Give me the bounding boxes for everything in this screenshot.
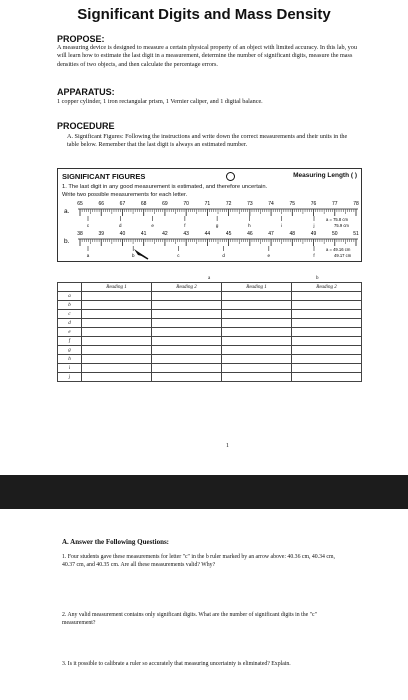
- ruler-a-note-2: 75.9 cm: [334, 223, 349, 228]
- reading-cell[interactable]: [292, 310, 362, 319]
- ruler-b-note-1: a = 49.16 cm: [326, 247, 351, 252]
- reading-cell[interactable]: [152, 292, 222, 301]
- ruler-a-letter-label: j: [313, 223, 315, 228]
- instruction-line-2: Write two possible measurements for each letter.: [62, 192, 188, 198]
- header-b-reading-2: Reading 2: [292, 283, 362, 292]
- ruler-b-letter-label: b: [131, 253, 135, 258]
- reading-cell[interactable]: [152, 319, 222, 328]
- table-row: [58, 364, 362, 373]
- reading-cell[interactable]: [222, 355, 292, 364]
- table-row: [58, 373, 362, 382]
- table-row: [58, 337, 362, 346]
- ruler-b-letter-label: f: [313, 253, 315, 258]
- procedure-heading: PROCEDURE: [57, 121, 115, 131]
- reading-cell[interactable]: [222, 373, 292, 382]
- reading-cell[interactable]: [82, 310, 152, 319]
- table-header-row: [58, 283, 362, 292]
- header-a-reading-1: Reading 1: [82, 283, 152, 292]
- row-label: f: [58, 337, 82, 346]
- reading-cell[interactable]: [152, 337, 222, 346]
- reading-cell[interactable]: [292, 373, 362, 382]
- reading-cell[interactable]: [152, 301, 222, 310]
- ruler-b-tick-label: 50: [331, 231, 338, 237]
- reading-cell[interactable]: [292, 337, 362, 346]
- row-label: b: [58, 301, 82, 310]
- table-row: [58, 328, 362, 337]
- apparatus-heading: APPARATUS:: [57, 87, 115, 97]
- ruler-b-tick-label: 41: [140, 231, 147, 237]
- ruler-a-tick-label: 73: [247, 201, 253, 207]
- header-a-reading-2: Reading 2: [152, 283, 222, 292]
- ruler-a-letter-label: c: [86, 223, 90, 228]
- reading-cell[interactable]: [222, 337, 292, 346]
- ruler-b-tick-label: 43: [183, 231, 189, 237]
- row-label: j: [58, 373, 82, 382]
- reading-cell[interactable]: [152, 328, 222, 337]
- ruler-a-tick-label: 75: [289, 201, 296, 207]
- ruler-b-tick-label: 46: [247, 231, 253, 237]
- ruler-a-tick-label: 65: [77, 201, 83, 207]
- ruler-a-tick-label: 66: [98, 201, 105, 207]
- reading-cell[interactable]: [152, 355, 222, 364]
- row-label: a: [58, 292, 82, 301]
- reading-cell[interactable]: [82, 346, 152, 355]
- ruler-a-tick-label: 68: [140, 201, 147, 207]
- measurements-table: [57, 282, 362, 382]
- ruler-b-letter-label: c: [177, 253, 180, 258]
- ruler-a-letter-label: h: [248, 223, 251, 228]
- instruction-line-1: 1. The last digit in any good measurement is estimated, and therefore uncertain.: [62, 184, 268, 190]
- ruler-a-letter-label: g: [215, 223, 219, 228]
- reading-cell[interactable]: [222, 346, 292, 355]
- ruler-a-tick-label: 76: [310, 201, 317, 207]
- ruler-b-label: b.: [64, 238, 70, 245]
- reading-cell[interactable]: [292, 292, 362, 301]
- reading-cell[interactable]: [292, 346, 362, 355]
- reading-cell[interactable]: [222, 301, 292, 310]
- ruler-b-tick-label: 39: [98, 231, 105, 237]
- ruler-a-tick-label: 71: [204, 201, 211, 207]
- row-label: g: [58, 346, 82, 355]
- rulers-figure: [58, 199, 363, 261]
- reading-cell[interactable]: [292, 355, 362, 364]
- row-label: c: [58, 310, 82, 319]
- reading-cell[interactable]: [152, 373, 222, 382]
- arrow-shaft: [138, 253, 148, 259]
- circle-icon: [226, 172, 235, 181]
- page-title: Significant Digits and Mass Density: [77, 6, 331, 23]
- reading-cell[interactable]: [152, 364, 222, 373]
- ruler-a-letter-label: e: [151, 223, 154, 228]
- reading-cell[interactable]: [82, 337, 152, 346]
- reading-cell[interactable]: [292, 328, 362, 337]
- reading-cell[interactable]: [222, 328, 292, 337]
- propose-text: A measuring device is designed to measure a certain physical property of an object with limited accuracy. In this lab, you will learn how to estimate the last digit in a measurement, determine the number of significant digits, measure the mass densities of two objects, and then calculate the percentage errors.: [57, 44, 357, 68]
- reading-cell[interactable]: [82, 301, 152, 310]
- reading-cell[interactable]: [222, 310, 292, 319]
- procedure-item-a: A. Significant Figures: Following the instructions and write down the correct measurements and their units in the table below. Remember that the last digit is always an estimated number.: [67, 133, 348, 149]
- significant-figures-box: [57, 168, 362, 262]
- measuring-length-label: Measuring Length ( ): [293, 172, 357, 179]
- question-3: 3. Is it possible to calibrate a ruler so accurately that measuring uncertainty is eliminated? Explain.: [62, 661, 291, 667]
- reading-cell[interactable]: [82, 364, 152, 373]
- reading-cell[interactable]: [82, 328, 152, 337]
- ruler-a-tick-label: 77: [331, 201, 338, 207]
- ruler-b-tick-label: 44: [204, 231, 211, 237]
- apparatus-text: 1 copper cylinder, 1 iron rectangular prism, 1 Vernier caliper, and 1 digital balance.: [57, 98, 263, 105]
- reading-cell[interactable]: [152, 346, 222, 355]
- ruler-b-letter-label: e: [267, 253, 271, 258]
- row-label: d: [58, 319, 82, 328]
- row-label: i: [58, 364, 82, 373]
- reading-cell[interactable]: [292, 301, 362, 310]
- table-row: [58, 310, 362, 319]
- ruler-a-letter-label: d: [119, 223, 122, 228]
- answers-heading: A. Answer the Following Questions:: [62, 538, 170, 546]
- propose-heading: PROPOSE:: [57, 34, 105, 44]
- page-gap-band: [0, 475, 408, 509]
- ruler-a-tick-label: 67: [119, 201, 126, 207]
- ruler-b-tick-label: 47: [268, 231, 274, 237]
- ruler-a-note-1: a = 75.8 cm: [326, 217, 348, 222]
- ruler-a-tick-label: 72: [225, 201, 232, 207]
- reading-cell[interactable]: [82, 292, 152, 301]
- question-1: 1. Four students gave these measurements for letter "c" in the b ruler marked by an arrow above: 40.36 cm, 40.34 cm, 40.37 cm, and 40.35 cm. Are all these measurements valid? Why?: [62, 554, 335, 568]
- reading-cell[interactable]: [292, 319, 362, 328]
- ruler-b-tick-label: 48: [289, 231, 296, 237]
- ruler-a-tick-label: 74: [268, 201, 274, 207]
- ruler-b-tick-label: 40: [119, 231, 126, 237]
- ruler-b-letter-label: a: [86, 253, 90, 258]
- table-row: [58, 301, 362, 310]
- ruler-b-letter-label: d: [222, 253, 225, 258]
- reading-cell[interactable]: [222, 364, 292, 373]
- page-number: 1: [226, 443, 229, 449]
- ruler-b-tick-label: 51: [353, 231, 359, 237]
- ruler-b-tick-label: 38: [77, 231, 83, 237]
- ruler-a-letter-label: i: [281, 223, 283, 228]
- ruler-a-letter-label: f: [184, 223, 186, 228]
- reading-cell[interactable]: [82, 355, 152, 364]
- header-b-reading-1: Reading 1: [222, 283, 292, 292]
- reading-cell[interactable]: [222, 292, 292, 301]
- table-corner-cell: [58, 283, 82, 292]
- table-row: [58, 319, 362, 328]
- sig-figures-title: SIGNIFICANT FIGURES: [62, 172, 146, 181]
- ruler-b-tick-label: 45: [225, 231, 232, 237]
- reading-cell[interactable]: [292, 364, 362, 373]
- worksheet-page-2: [0, 509, 408, 700]
- ruler-b-tick-label: 42: [162, 231, 168, 237]
- table-row: [58, 292, 362, 301]
- row-label: h: [58, 355, 82, 364]
- ruler-b-note-2: 49.17 cm: [334, 253, 352, 258]
- ruler-b-tick-label: 49: [310, 231, 317, 237]
- ruler-a-tick-label: 69: [162, 201, 168, 207]
- reading-cell[interactable]: [222, 319, 292, 328]
- table-row: [58, 346, 362, 355]
- table-group-a-label: a: [208, 276, 211, 281]
- ruler-a-tick-label: 70: [183, 201, 189, 207]
- table-group-b-label: b: [316, 276, 319, 281]
- reading-cell[interactable]: [82, 373, 152, 382]
- ruler-a-label: a.: [64, 208, 70, 215]
- row-label: e: [58, 328, 82, 337]
- ruler-a-tick-label: 78: [353, 201, 359, 207]
- reading-cell[interactable]: [152, 310, 222, 319]
- table-row: [58, 355, 362, 364]
- reading-cell[interactable]: [82, 319, 152, 328]
- question-2: 2. Any valid measurement contains only significant digits. What are the number of significant digits in the "c" measurement?: [62, 612, 317, 626]
